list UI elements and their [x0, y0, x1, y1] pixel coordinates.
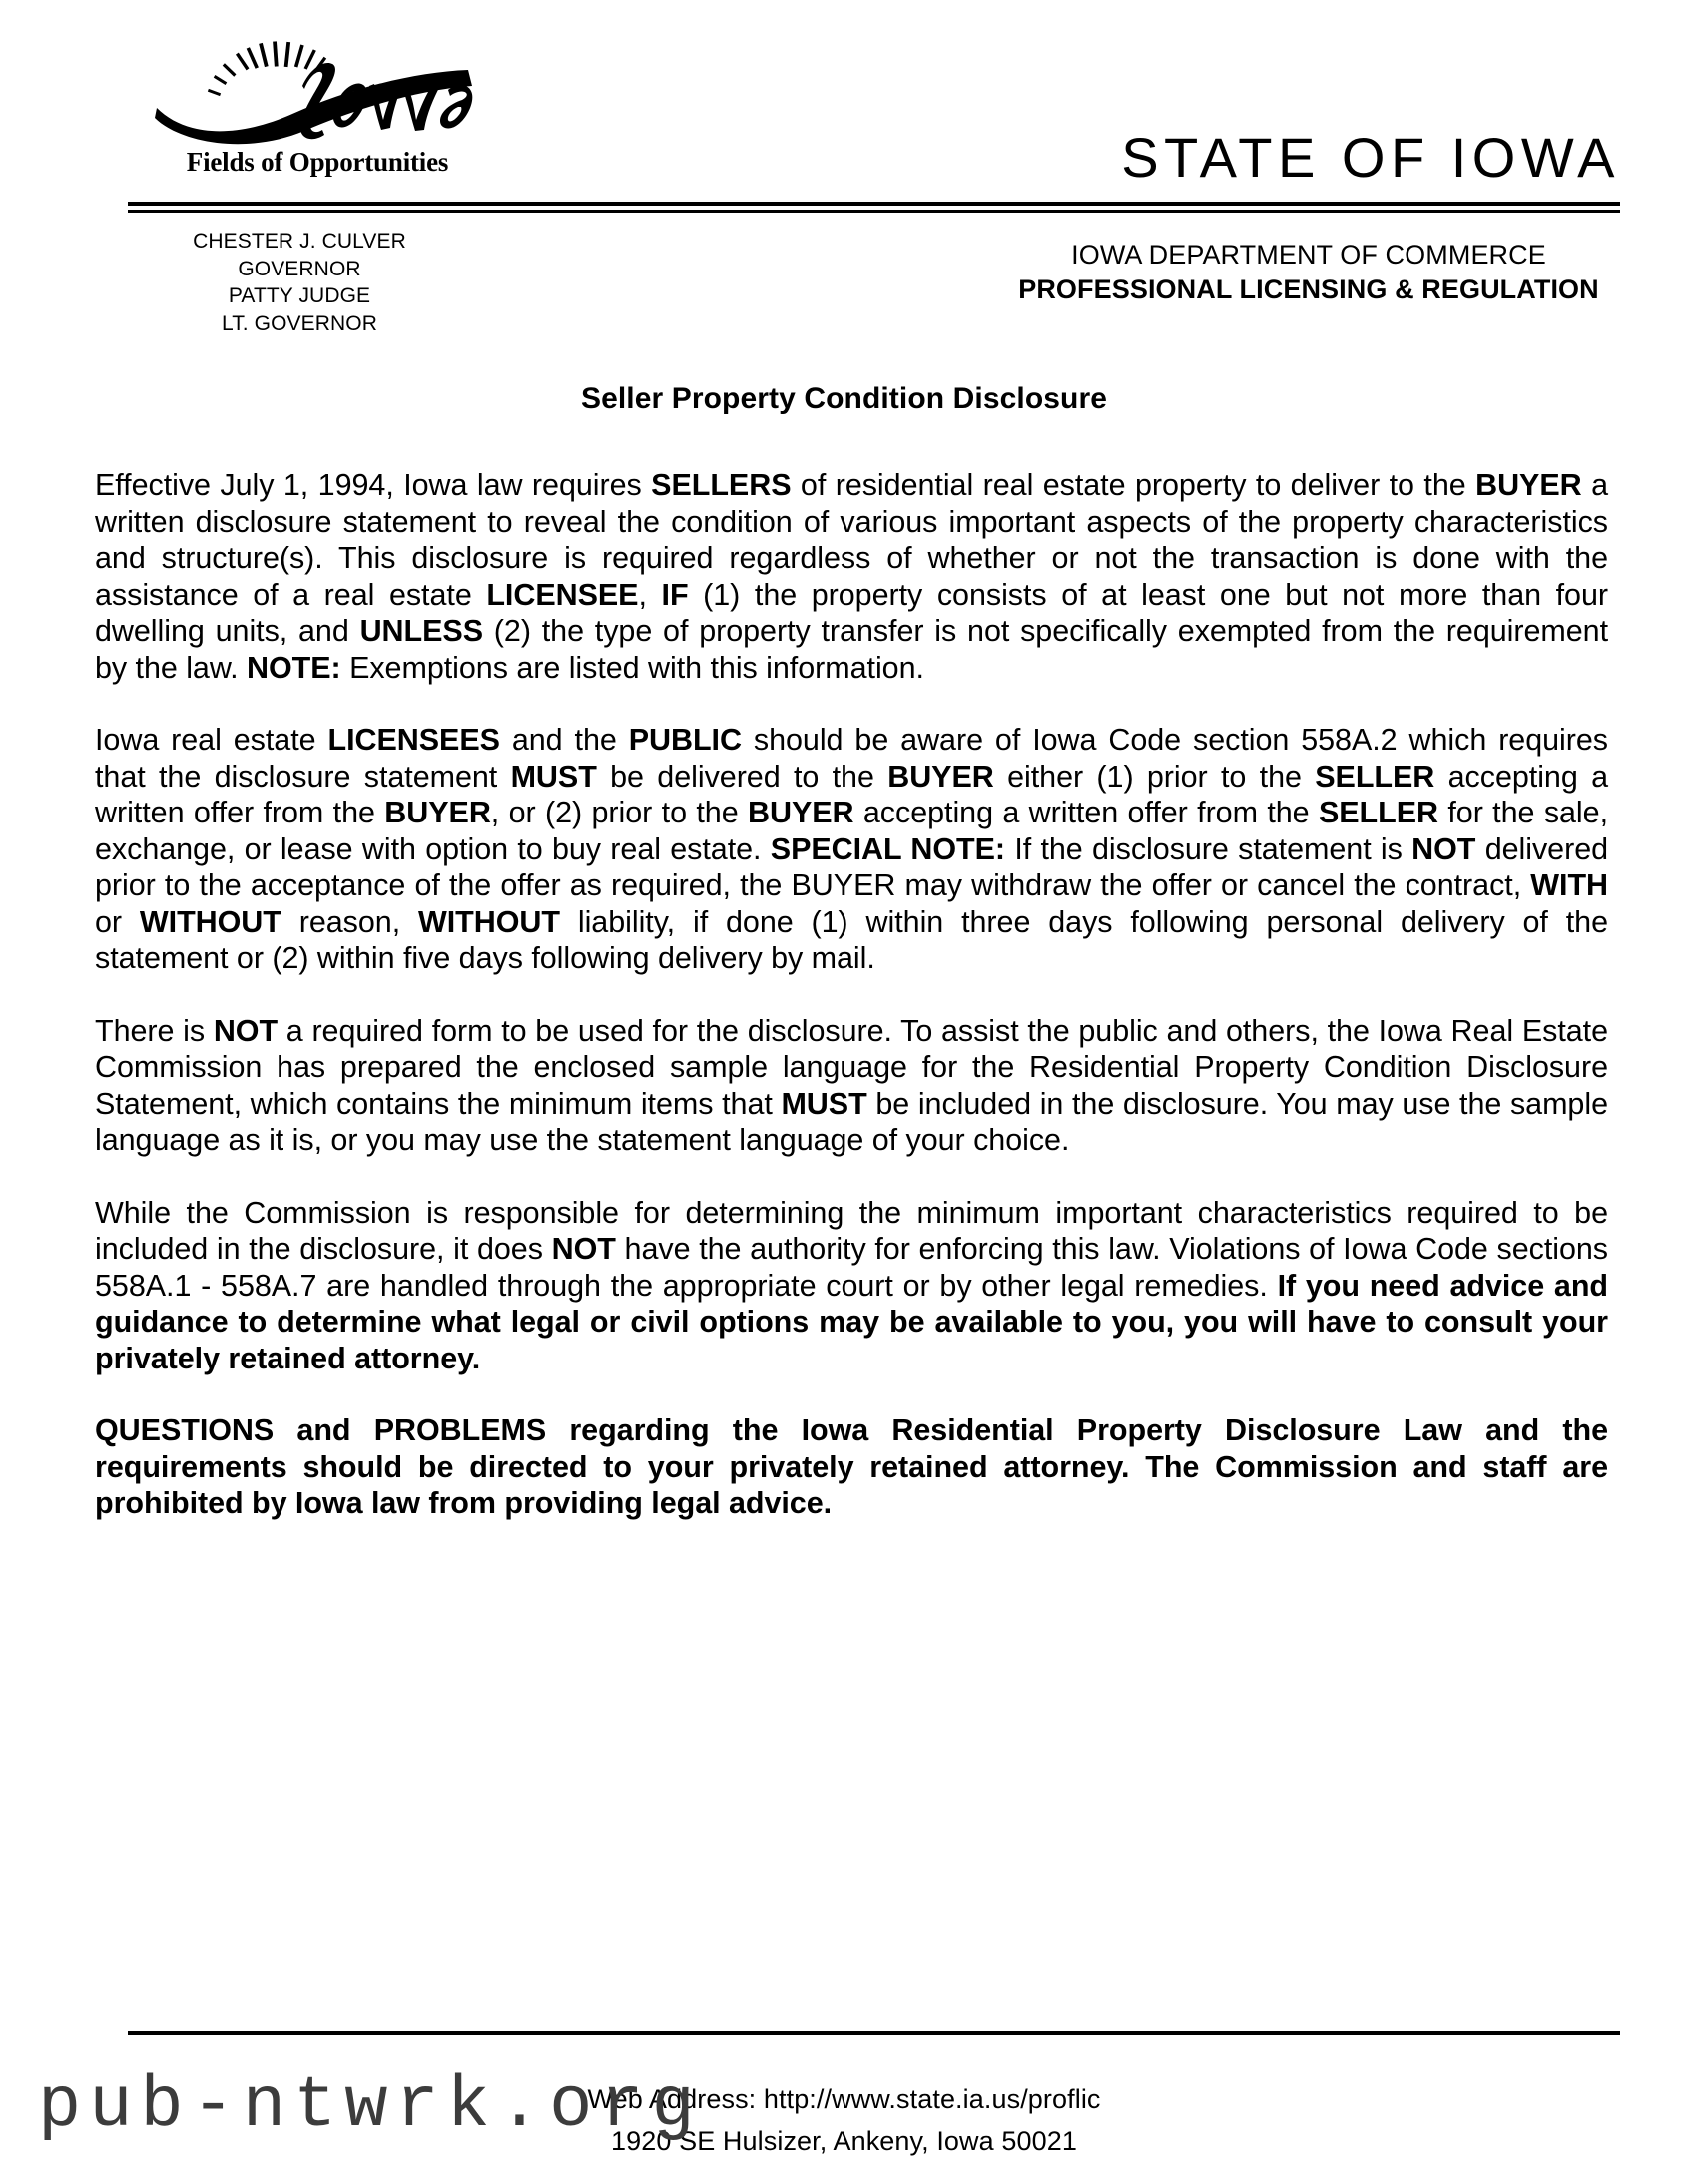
lt-governor-title: LT. GOVERNOR — [221, 312, 377, 336]
footer-contact — [0, 2078, 1688, 2162]
governor-name: CHESTER J. CULVER — [193, 230, 406, 253]
department-block — [999, 238, 1618, 306]
logo-tagline: Fields of Opportunities — [186, 147, 449, 177]
paragraph-licensees-public: Iowa real estate LICENSEES and the PUBLIC should be aware of Iowa Code section 558A.2 which requires that the disclosure statement MUST be delivered to the BUYER either (1) prior to the SELLER accepting a written offer from the BUYER, or (2) prior to the BUYER accepting a written offer from the SELLER for the sale, exchange, or lease with option to buy real estate. SPECIAL NOTE: If the disclosure statement is NOT delivered prior to the acceptance of the offer as required, the BUYER may withdraw the offer or cancel the contract, WITH or WITHOUT reason, WITHOUT liability, if done (1) within three days following personal delivery of the statement or (2) within five days following delivery by mail. — [95, 723, 1609, 975]
division-name: PROFESSIONAL LICENSING & REGULATION — [1018, 273, 1599, 304]
state-of-iowa-title: STATE OF IOWA — [1121, 126, 1620, 189]
governor-title: GOVERNOR — [238, 257, 361, 280]
department-name: IOWA DEPARTMENT OF COMMERCE — [1071, 240, 1546, 270]
header-divider-line-top — [128, 202, 1620, 206]
paragraph-no-required-form: There is NOT a required form to be used for the disclosure. To assist the public and others, the Iowa Real Estate Commission has prepared the enclosed sample language for the Residential Property Condition Disclosure Statement, which contains the minimum items that MUST be included in the disclosure. You may use the sample language as it is, or you may use the statement language of your choice. — [95, 1013, 1608, 1157]
paragraph-questions-problems: QUESTIONS and PROBLEMS regarding the Iowa Residential Property Disclosure Law and the requirements should be directed to your privately retained attorney. The Commission and staff are prohibited by Iowa law from providing legal advice. — [95, 1413, 1608, 1520]
footer-mailing-address: 1920 SE Hulsizer, Ankeny, Iowa 50021 — [611, 2126, 1077, 2156]
header-divider-line-bottom — [128, 210, 1620, 213]
state-officials — [120, 228, 479, 338]
watermark: pub-ntwrk.org — [38, 2065, 703, 2147]
sunrise-logo-icon — [153, 38, 482, 148]
page-title: Seller Property Condition Disclosure — [580, 382, 1108, 415]
document-body — [95, 467, 1608, 1522]
header-divider — [128, 202, 1620, 212]
paragraph-intro: Effective July 1, 1994, Iowa law requires SELLERS of residential real estate property to deliver to the BUYER a written disclosure statement to reveal the condition of various important aspects of the property characteristics and structure(s). This disclosure is required regardless of whether or not the transaction is done with the assistance of a real estate LICENSEE, IF (1) the property consists of at least one but not more than four dwelling units, and UNLESS (2) the type of property transfer is not specifically exempted from the requirement by the law. NOTE: Exemptions are listed with this information. — [95, 468, 1608, 685]
footer-divider — [128, 2031, 1620, 2035]
paragraph-commission-responsibility: While the Commission is responsible for determining the minimum important characteristics required to be included in the disclosure, it does NOT have the authority for enforcing this law. Violations of Iowa Code sections 558A.1 - 558A.7 are handled through the appropriate court or by other legal remedies. If you need advice and guidance to determine what legal or civil options may be available to you, you will have to consult your privately retained attorney. — [95, 1195, 1608, 1375]
lt-governor-name: PATTY JUDGE — [228, 284, 371, 308]
document-header — [0, 0, 1688, 344]
footer-web-address: Web Address: http://www.state.ia.us/proflic — [587, 2084, 1101, 2114]
iowa-logo — [118, 38, 517, 176]
